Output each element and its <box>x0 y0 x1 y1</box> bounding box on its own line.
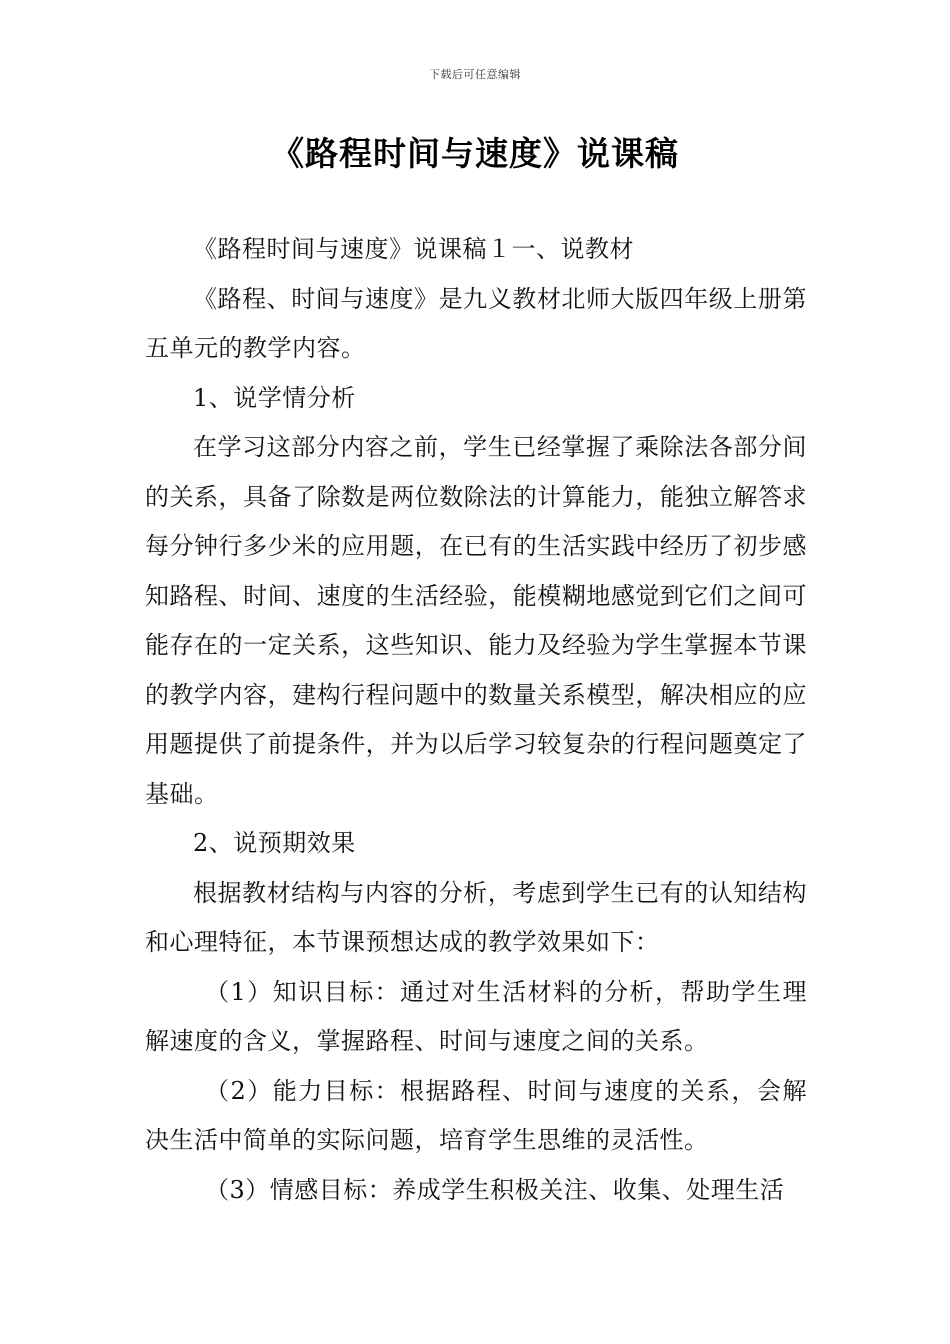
paragraph-textbook: 《路程、时间与速度》是九义教材北师大版四年级上册第五单元的教学内容。 <box>145 284 807 362</box>
paragraph-intro: 《路程时间与速度》说课稿１一、说教材 <box>193 235 634 263</box>
paragraph-expected-effect: 根据教材结构与内容的分析，考虑到学生已有的认知结构和心理特征，本节课预想达成的教学效果如下： <box>145 878 807 956</box>
paragraph-emotion-goal: （3）情感目标：养成学生积极关注、收集、处理生活 <box>205 1175 785 1204</box>
heading-expected-effect: 2、说预期效果 <box>193 829 356 857</box>
document-body <box>145 225 807 1215</box>
paragraph-knowledge-goal: （1）知识目标：通过对生活材料的分析，帮助学生理解速度的含义，掌握路程、时间与速度之间的关系。 <box>145 977 807 1055</box>
paragraph-student-analysis: 在学习这部分内容之前，学生已经掌握了乘除法各部分间的关系，具备了除数是两位数除法的计算能力，能独立解答求每分钟行多少米的应用题，在已有的生活实践中经历了初步感知路程、时间、速度的生活经验，能模糊地感觉到它们之间可能存在的一定关系，这些知识、能力及经验为学生掌握本节课的教学内容，建构行程问题中的数量关系模型，解决相应的应用题提供了前提条件，并为以后学习较复杂的行程问题奠定了基础。 <box>145 433 807 808</box>
paragraph-ability-goal: （2）能力目标：根据路程、时间与速度的关系，会解决生活中简单的实际问题，培育学生思维的灵活性。 <box>145 1076 807 1154</box>
header-note: 下载后可任意编辑 <box>429 68 521 81</box>
heading-student-analysis: 1、说学情分析 <box>193 383 356 412</box>
document-title: 《路程时间与速度》说课稿 <box>271 134 679 173</box>
